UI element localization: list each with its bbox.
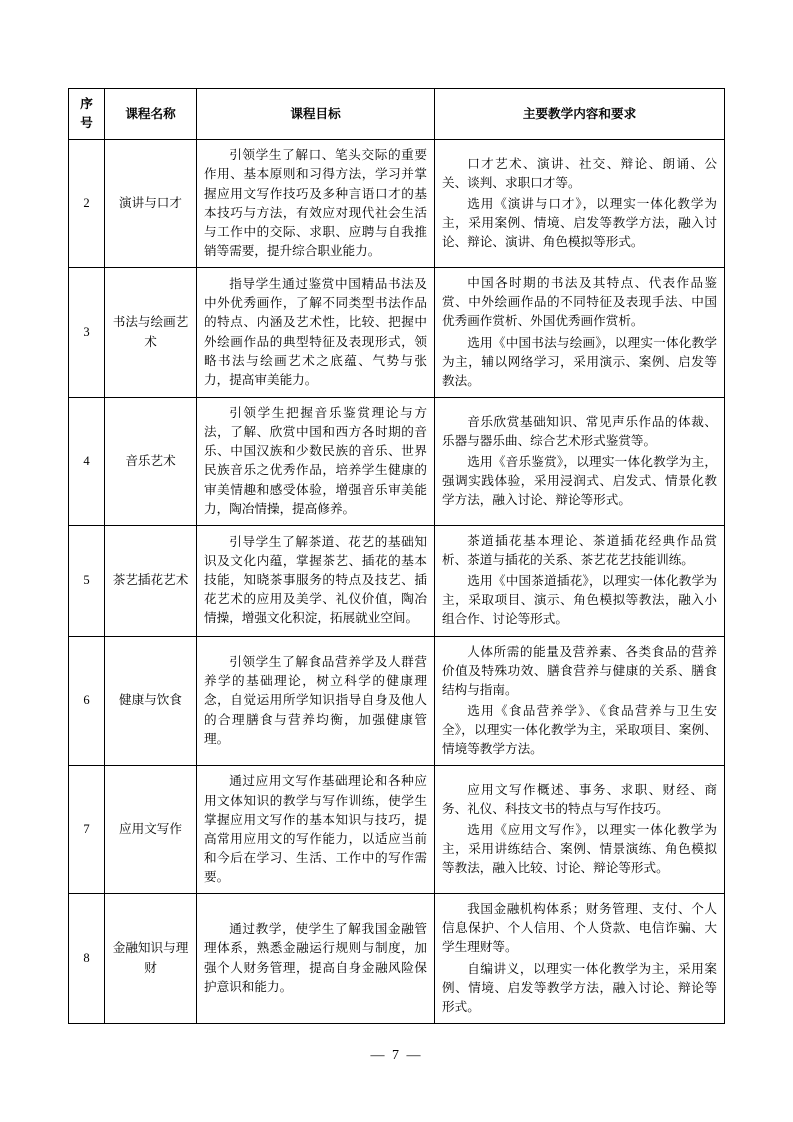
- table-row: [69, 525, 725, 636]
- cell-course-goal: [197, 636, 435, 766]
- table-row: [69, 140, 725, 268]
- table-row: [69, 894, 725, 1024]
- table-row: [69, 766, 725, 894]
- goal-paragraph: 引领学生把握音乐鉴赏理论与方法，了解、欣赏中国和西方各时期的音乐、中国汉族和少数民族的音乐、世界民族音乐之优秀作品，培养学生健康的审美情趣和感受体验，增强音乐审美能力，陶冶情操，提高修养。: [204, 405, 427, 516]
- cell-course-goal: [197, 140, 435, 268]
- cell-course-name: 书法与绘画艺术: [105, 268, 197, 398]
- cell-course-goal: [197, 397, 435, 525]
- course-table: [68, 88, 725, 1024]
- cell-no: 3: [69, 268, 105, 398]
- cell-course-goal: [197, 268, 435, 398]
- cell-course-content: [435, 525, 725, 636]
- column-header-no: 序号: [69, 89, 105, 140]
- column-header-content: 主要教学内容和要求: [435, 89, 725, 140]
- cell-course-name: 音乐艺术: [105, 397, 197, 525]
- cell-course-content: [435, 140, 725, 268]
- cell-no: 4: [69, 397, 105, 525]
- cell-course-content: [435, 894, 725, 1024]
- content-paragraph: 我国金融机构体系；财务管理、支付、个人信息保护、个人信用、个人贷款、电信诈骗、大学生理财等。: [442, 902, 717, 955]
- cell-course-name: 应用文写作: [105, 766, 197, 894]
- goal-paragraph: 引领学生了解口、笔头交际的重要作用、基本原则和习得方法，学习并掌握应用文写作技巧及多种言语口才的基本技巧与方法，有效应对现代社会生活与工作中的交际、求职、应聘与自我推销等需要，提升综合职业能力。: [204, 148, 427, 258]
- cell-no: 5: [69, 525, 105, 636]
- column-header-name: 课程名称: [105, 89, 197, 140]
- content-paragraph: 选用《应用文写作》，以理实一体化教学为主，采用讲练结合、案例、情景演练、角色模拟等教法，融入比较、讨论、辩论等形式。: [442, 823, 717, 876]
- cell-course-goal: [197, 766, 435, 894]
- content-paragraph: 选用《中国书法与绘画》，以理实一体化教学为主，辅以网络学习，采用演示、案例、启发等教法。: [442, 335, 717, 388]
- cell-course-name: 健康与饮食: [105, 636, 197, 766]
- table-header-row: [69, 89, 725, 140]
- content-paragraph: 应用文写作概述、事务、求职、财经、商务、礼仪、科技文书的特点与写作技巧。: [442, 782, 717, 817]
- cell-no: 6: [69, 636, 105, 766]
- content-paragraph: 人体所需的能量及营养素、各类食品的营养价值及特殊功效、膳食营养与健康的关系、膳食结构与指南。: [442, 644, 717, 697]
- content-paragraph: 选用《音乐鉴赏》，以理实一体化教学为主，强调实践体验，采用浸润式、启发式、情景化教学方法，融入讨论、辩论等形式。: [442, 454, 717, 508]
- cell-course-content: [435, 397, 725, 525]
- content-paragraph: 选用《食品营养学》、《食品营养与卫生安全》，以理实一体化教学为主，采取项目、案例、情境等教学方法。: [442, 703, 717, 757]
- page-number: — 7 —: [370, 1048, 423, 1063]
- cell-course-content: [435, 636, 725, 766]
- cell-no: 7: [69, 766, 105, 894]
- content-paragraph: 选用《中国茶道插花》，以理实一体化教学为主，采取项目、演示、角色模拟等教法，融入小组合作、讨论等形式。: [442, 574, 717, 627]
- cell-course-content: [435, 766, 725, 894]
- cell-course-name: 金融知识与理财: [105, 894, 197, 1024]
- table-row: [69, 268, 725, 398]
- goal-paragraph: 通过教学，使学生了解我国金融管理体系，熟悉金融运行规则与制度，加强个人财务管理，提高自身金融风险保护意识和能力。: [204, 922, 427, 994]
- goal-paragraph: 引导学生了解茶道、花艺的基础知识及文化内蕴，掌握茶艺、插花的基本技能，知晓茶事服务的特点及技艺、插花艺术的应用及美学、礼仪价值，陶冶情操，增强文化积淀，拓展就业空间。: [204, 534, 427, 626]
- cell-course-content: [435, 268, 725, 398]
- content-paragraph: 自编讲义，以理实一体化教学为主，采用案例、情境、启发等教学方法，融入讨论、辩论等形式。: [442, 961, 717, 1014]
- cell-course-goal: [197, 525, 435, 636]
- goal-paragraph: 通过应用文写作基础理论和各种应用文体知识的教学与写作训练，使学生掌握应用文写作的基本知识与技巧，提高常用应用文的写作能力，以适应当前和今后在学习、生活、工作中的写作需要。: [204, 774, 427, 885]
- goal-paragraph: 引领学生了解食品营养学及人群营养学的基础理论，树立科学的健康理念，自觉运用所学知识指导自身及他人的合理膳食与营养均衡，加强健康管理。: [204, 655, 427, 746]
- content-paragraph: 中国各时期的书法及其特点、代表作品鉴赏、中外绘画作品的不同特征及表现手法、中国优秀画作赏析、外国优秀画作赏析。: [442, 276, 717, 329]
- cell-no: 2: [69, 140, 105, 268]
- cell-course-goal: [197, 894, 435, 1024]
- content-paragraph: 茶道插花基本理论、茶道插花经典作品赏析、茶道与插花的关系、茶艺花艺技能训练。: [442, 533, 717, 567]
- content-paragraph: 音乐欣赏基础知识、常见声乐作品的体裁、乐器与器乐曲、综合艺术形式鉴赏等。: [442, 414, 717, 448]
- cell-course-name: 茶艺插花艺术: [105, 525, 197, 636]
- table-row: [69, 636, 725, 766]
- cell-no: 8: [69, 894, 105, 1024]
- cell-course-name: 演讲与口才: [105, 140, 197, 268]
- content-paragraph: 选用《演讲与口才》，以理实一体化教学为主，采用案例、情境、启发等教学方法，融入讨论、辩论、演讲、角色模拟等形式。: [442, 197, 717, 250]
- goal-paragraph: 指导学生通过鉴赏中国精品书法及中外优秀画作，了解不同类型书法作品的特点、内涵及艺术性，比较、把握中外绘画作品的典型特征及表现形式，领略书法与绘画艺术之底蕴、气势与张力，提高审美能力。: [204, 277, 427, 387]
- column-header-goal: 课程目标: [197, 89, 435, 140]
- content-paragraph: 口才艺术、演讲、社交、辩论、朗诵、公关、谈判、求职口才等。: [442, 156, 717, 190]
- table-row: [69, 397, 725, 525]
